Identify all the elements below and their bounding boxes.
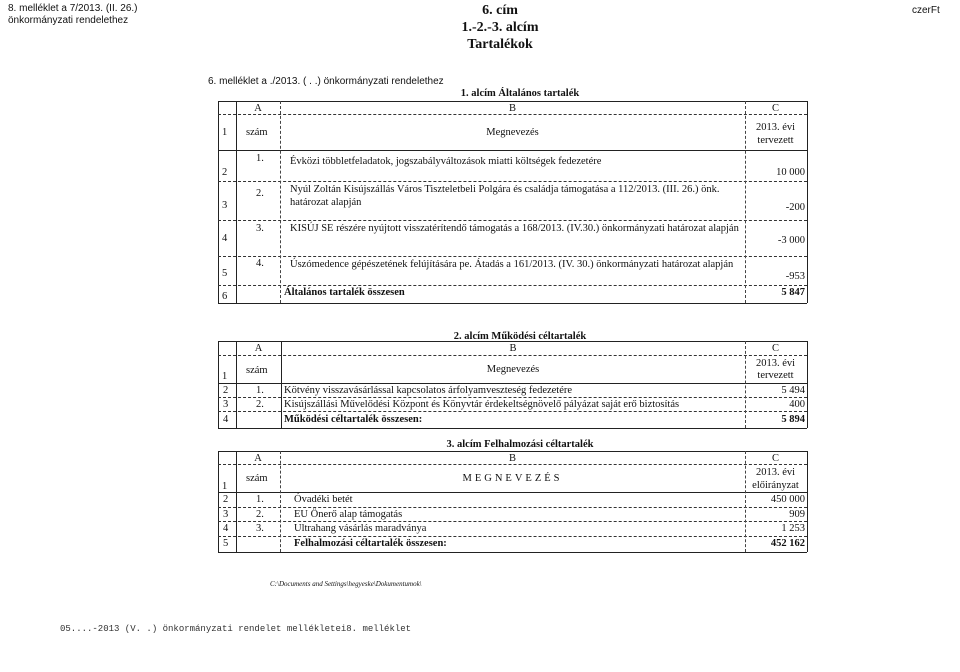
column-header-name: Megnevezés [486, 127, 539, 138]
item-description: Nyúl Zoltán Kisújszállás Város Tiszteletbeli Polgára és családja támogatása a 112/2013. (III. 26.) önk. [290, 184, 720, 195]
total-label: Általános tartalék összesen [284, 287, 405, 298]
column-header-planned: tervezett [757, 135, 794, 146]
item-number: 2. [256, 188, 264, 199]
table-divider [218, 181, 807, 182]
item-number: 1. [256, 385, 264, 396]
column-line [281, 341, 282, 428]
table-border [218, 341, 807, 342]
item-value: 450 000 [770, 494, 805, 505]
item-description: Kisújszállási Művelődési Központ és Könyvtár érdekeltségnövelő pályázat saját erő biztosítás [284, 399, 680, 410]
column-letter-b: B [508, 453, 516, 464]
item-number: 3. [256, 523, 264, 534]
table-border [218, 101, 807, 102]
item-number: 1. [256, 153, 264, 164]
page-heading: Tartalékok [467, 37, 533, 52]
item-description: Ultrahang vásárlás maradványa [294, 523, 427, 534]
row-number: 3 [223, 509, 229, 520]
table-divider [218, 536, 807, 537]
table-divider [218, 411, 807, 412]
item-description: Úszómedence gépészetének felújítására pe. Átadás a 161/2013. (IV. 30.) önkormányzati határozat alapján [290, 259, 734, 270]
total-value: 452 162 [770, 538, 805, 549]
column-header-planned: tervezett [757, 370, 794, 381]
row-number: 1 [222, 127, 228, 138]
column-header-year: 2013. évi [755, 122, 796, 133]
page-subtitle: 1.-2.-3. alcím [461, 20, 539, 35]
table-divider [218, 355, 807, 356]
item-value: 1 253 [781, 523, 805, 534]
column-header-year: 2013. évi [755, 467, 796, 478]
row-number: 4 [223, 523, 229, 534]
header-annex-ref-2: önkormányzati rendelethez [8, 15, 129, 26]
item-value: 909 [789, 509, 805, 520]
column-letter-a: A [254, 453, 262, 464]
table-border [218, 552, 807, 553]
table-divider [218, 285, 807, 286]
file-path: C:\Documents and Settings\hegyeske\Dokumentumok\ [270, 580, 422, 588]
row-number: 2 [223, 494, 229, 505]
item-number: 4. [256, 258, 264, 269]
item-description: KISÚJ SE részére nyújtott visszatérítendő támogatás a 168/2013. (IV.30.) önkormányzati határozat alapján [290, 223, 739, 234]
column-letter-a: A [254, 103, 262, 114]
table-divider [218, 492, 807, 493]
column-letter-b: B [509, 343, 517, 354]
annex-reference: 6. melléklet a ./2013. ( . .) önkormányzati rendelethez [208, 76, 444, 87]
total-label: Felhalmozási céltartalék összesen: [294, 538, 447, 549]
item-number: 3. [256, 223, 264, 234]
table-divider [218, 220, 807, 221]
column-letter-a: A [254, 343, 263, 354]
table-border [218, 451, 807, 452]
item-description: Kötvény visszavásárlással kapcsolatos árfolyamveszteség fedezetére [284, 385, 573, 396]
column-letter-c: C [771, 103, 779, 114]
table-border [218, 428, 807, 429]
section1-title: 1. alcím Általános tartalék [460, 88, 580, 99]
item-description: Évközi többletfeladatok, jogszabályváltozások miatti költségek fedezetére [290, 156, 602, 167]
row-number: 5 [223, 538, 229, 549]
item-description-cont: határozat alapján [290, 197, 362, 208]
header-annex-ref: 8. melléklet a 7/2013. (II. 26.) [8, 3, 138, 14]
currency-unit: czerFt [912, 5, 940, 16]
table-border [218, 303, 807, 304]
column-letter-c: C [771, 343, 779, 354]
total-label: Működési céltartalék összesen: [284, 414, 423, 425]
item-value: -200 [785, 202, 805, 213]
footer-note: 05....-2013 (V. .) önkormányzati rendelet mellékletei8. melléklet [60, 624, 412, 634]
column-line [236, 341, 237, 428]
column-line [236, 451, 237, 552]
total-value: 5 894 [781, 414, 805, 425]
column-letter-b: B [508, 103, 516, 114]
section3-title: 3. alcím Felhalmozási céltartalék [446, 439, 594, 450]
item-value: -953 [785, 271, 805, 282]
row-number: 4 [222, 233, 228, 244]
row-number: 2 [222, 167, 228, 178]
column-header-name: Megnevezés [486, 364, 540, 375]
item-value: 10 000 [776, 167, 805, 178]
table-divider [218, 114, 807, 115]
row-number: 3 [222, 200, 228, 211]
column-line [236, 101, 237, 303]
table-divider [218, 397, 807, 398]
row-number: 1 [222, 481, 228, 492]
row-number: 1 [222, 371, 228, 382]
item-value: 400 [789, 399, 805, 410]
table-divider [218, 383, 807, 384]
row-number: 4 [223, 414, 229, 425]
item-value: -3 000 [777, 235, 805, 246]
item-number: 1. [256, 494, 264, 505]
table-divider [218, 521, 807, 522]
item-number: 2. [256, 399, 264, 410]
column-header-year: 2013. évi [755, 358, 796, 369]
column-header-number: szám [246, 127, 268, 138]
column-header-number: szám [246, 473, 268, 484]
total-value: 5 847 [781, 287, 805, 298]
row-number: 6 [222, 291, 228, 302]
row-number: 2 [223, 385, 229, 396]
page-title: 6. cím [482, 3, 518, 18]
table-divider [218, 507, 807, 508]
item-description: Óvadéki betét [294, 494, 353, 505]
item-value: 5 494 [781, 385, 805, 396]
column-header-appropriation: előirányzat [752, 480, 799, 491]
column-line [280, 451, 281, 552]
item-number: 2. [256, 509, 264, 520]
section2-title: 2. alcím Működési céltartalék [453, 331, 587, 342]
table-divider [218, 464, 807, 465]
item-description: EU Önerő alap támogatás [294, 509, 403, 520]
row-number: 5 [222, 268, 228, 279]
table-divider [218, 256, 807, 257]
column-header-number: szám [246, 365, 268, 376]
column-letter-c: C [771, 453, 779, 464]
table-divider [218, 150, 807, 151]
row-number: 3 [223, 399, 229, 410]
column-header-name: MEGNEVEZÉS [462, 473, 563, 484]
